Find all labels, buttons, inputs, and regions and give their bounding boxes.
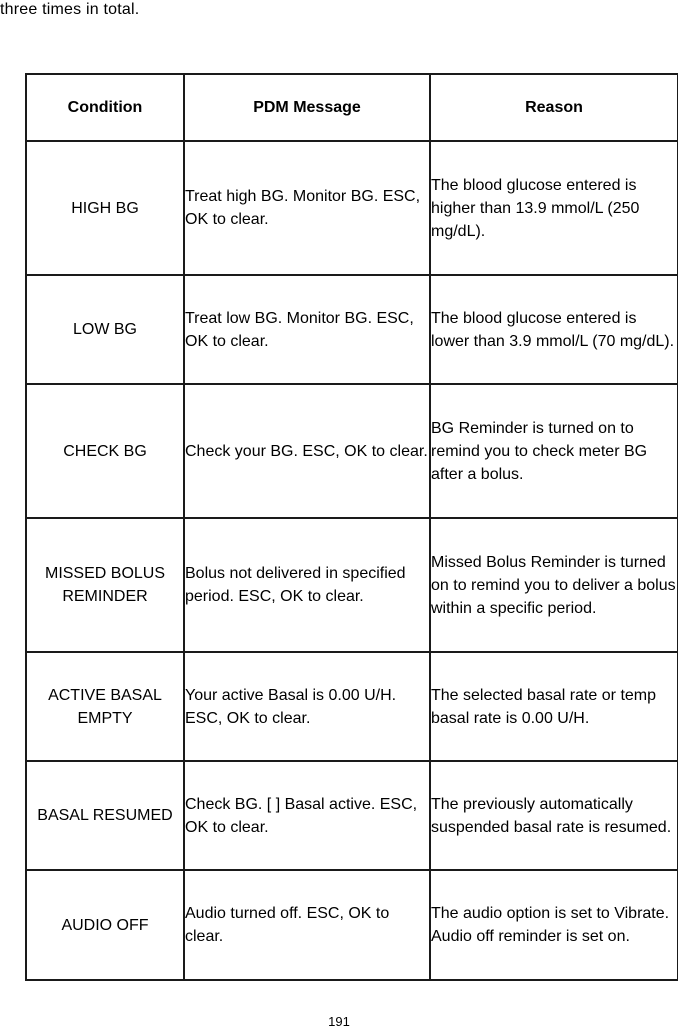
reason-cell: Missed Bolus Reminder is turned on to remind you to deliver a bolus within a specific period. — [430, 518, 678, 652]
table-header-row — [26, 74, 678, 141]
table-row — [26, 518, 678, 652]
message-cell: Treat high BG. Monitor BG. ESC, OK to clear. — [184, 141, 430, 275]
condition-cell: HIGH BG — [26, 141, 184, 275]
message-cell: Treat low BG. Monitor BG. ESC, OK to clear. — [184, 275, 430, 384]
table-row — [26, 761, 678, 870]
table-row — [26, 870, 678, 980]
header-pdm-message: PDM Message — [184, 74, 430, 141]
condition-cell: ACTIVE BASAL EMPTY — [26, 652, 184, 761]
message-cell: Your active Basal is 0.00 U/H. ESC, OK to clear. — [184, 652, 430, 761]
intro-text: three times in total. — [0, 1, 140, 18]
message-cell: Bolus not delivered in specified period. ESC, OK to clear. — [184, 518, 430, 652]
message-cell: Check your BG. ESC, OK to clear. — [184, 384, 430, 518]
reason-cell: The audio option is set to Vibrate. Audio off reminder is set on. — [430, 870, 678, 980]
reason-cell: The blood glucose entered is higher than 13.9 mmol/L (250 mg/dL). — [430, 141, 678, 275]
reason-cell: The blood glucose entered is lower than 3.9 mmol/L (70 mg/dL). — [430, 275, 678, 384]
message-cell: Audio turned off. ESC, OK to clear. — [184, 870, 430, 980]
table-row — [26, 141, 678, 275]
message-cell: Check BG. [ ] Basal active. ESC, OK to clear. — [184, 761, 430, 870]
condition-cell: CHECK BG — [26, 384, 184, 518]
reason-cell: The previously automatically suspended basal rate is resumed. — [430, 761, 678, 870]
table-row — [26, 275, 678, 384]
table-row — [26, 384, 678, 518]
alert-conditions-table — [25, 73, 678, 981]
header-reason: Reason — [430, 74, 678, 141]
condition-cell: MISSED BOLUS REMINDER — [26, 518, 184, 652]
condition-cell: LOW BG — [26, 275, 184, 384]
condition-cell: AUDIO OFF — [26, 870, 184, 980]
reason-cell: BG Reminder is turned on to remind you to check meter BG after a bolus. — [430, 384, 678, 518]
condition-cell: BASAL RESUMED — [26, 761, 184, 870]
table-row — [26, 652, 678, 761]
reason-cell: The selected basal rate or temp basal rate is 0.00 U/H. — [430, 652, 678, 761]
header-condition: Condition — [26, 74, 184, 141]
page-number: 191 — [328, 1014, 350, 1029]
